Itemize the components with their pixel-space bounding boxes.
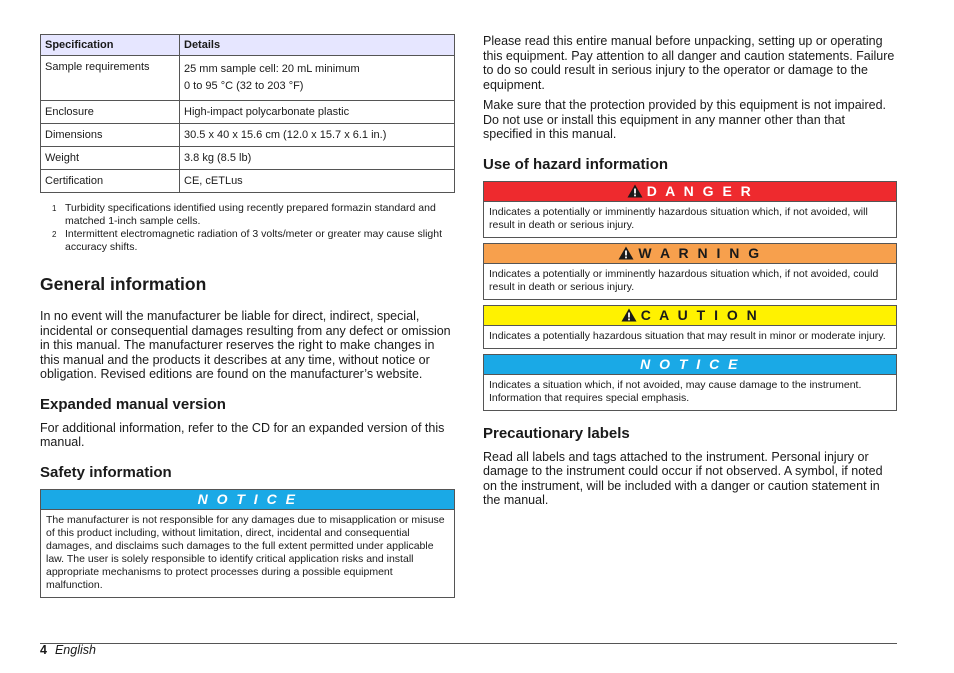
warning-header xyxy=(484,244,896,264)
warning-label: W A R N I N G xyxy=(638,244,762,261)
footer-divider xyxy=(40,643,897,644)
table-header-row xyxy=(41,35,455,56)
expanded-manual-text: For additional information, refer to the CD for an expanded version of this manual. xyxy=(40,420,445,449)
warning-triangle-icon xyxy=(621,308,637,322)
table-row xyxy=(41,124,455,147)
column-header-details: Details xyxy=(180,35,455,56)
danger-text: Indicates a potentially or imminently hazardous situation which, if not avoided, will result in death or serious injury. xyxy=(489,205,868,231)
precautionary-labels-heading: Precautionary labels xyxy=(483,424,630,442)
footer-language: English xyxy=(54,643,96,657)
spec-cell: Sample requirements xyxy=(41,56,180,101)
warning-box xyxy=(483,243,897,300)
details-line: 0 to 95 °C (32 to 203 °F) xyxy=(184,80,304,92)
spec-cell: Enclosure xyxy=(41,101,180,124)
spec-cell: Weight xyxy=(41,147,180,170)
general-information-heading: General information xyxy=(40,274,207,294)
notice-box xyxy=(483,354,897,411)
notice-header: N O T I C E xyxy=(484,355,896,375)
footnote xyxy=(40,202,455,228)
details-cell: 30.5 x 40 x 15.6 cm (12.0 x 15.7 x 6.1 in.) xyxy=(180,124,455,147)
footnote xyxy=(40,228,455,254)
left-column xyxy=(40,34,455,603)
precautionary-labels-text: Read all labels and tags attached to the instrument. Personal injury or damage to the instrument could occur if not observed. A symbol, if noted on the instrument, will be included with a danger or caution statement in the manual. xyxy=(483,449,883,507)
footnote-number: 1 xyxy=(52,204,57,213)
details-cell: CE, cETLus xyxy=(180,170,455,193)
warning-text: Indicates a potentially or imminently hazardous situation which, if not avoided, could result in death or serious injury. xyxy=(489,267,879,293)
expanded-manual-heading: Expanded manual version xyxy=(40,395,226,413)
footnote-text: Intermittent electromagnetic radiation of 3 volts/meter or greater may cause slight accuracy shifts. xyxy=(65,228,443,253)
spec-cell: Certification xyxy=(41,170,180,193)
safety-notice-box xyxy=(40,489,455,598)
details-cell: High-impact polycarbonate plastic xyxy=(180,101,455,124)
intro-paragraph-1: Please read this entire manual before unpacking, setting up or operating this equipment. Pay attention to all danger and caution statements. Failure to do so could result in serious injury to the operator or damage to the equipment. xyxy=(483,34,895,92)
footnote-number: 2 xyxy=(52,230,57,239)
danger-header xyxy=(484,182,896,202)
spec-cell: Dimensions xyxy=(41,124,180,147)
column-header-specification: Specification xyxy=(41,35,180,56)
notice-text: Indicates a situation which, if not avoided, may cause damage to the instrument. Information that requires special emphasis. xyxy=(489,378,862,404)
warning-triangle-icon xyxy=(618,246,634,260)
general-information-text: In no event will the manufacturer be liable for direct, indirect, special, incidental or consequential damages resulting from any defect or omission in this manual. The manufacturer reserves the right to make changes in this manual and the products it describes at any time, without notice or obligation. Revised editions are found on the manufacturer’s website. xyxy=(40,309,451,381)
caution-header xyxy=(484,306,896,326)
caution-text: Indicates a potentially hazardous situation that may result in minor or moderate injury. xyxy=(489,329,886,342)
table-row xyxy=(41,147,455,170)
right-column xyxy=(483,34,897,514)
footnote-text: Turbidity specifications identified using recently prepared formazin standard and matched 1-inch sample cells. xyxy=(65,202,436,227)
table-row xyxy=(41,101,455,124)
safety-information-heading: Safety information xyxy=(40,463,172,481)
footnotes xyxy=(40,202,455,254)
caution-label: C A U T I O N xyxy=(640,306,760,323)
intro-paragraph-2: Make sure that the protection provided by this equipment is not impaired. Do not use or install this equipment in any manner other than that specified in this manual. xyxy=(483,98,886,141)
details-cell xyxy=(180,56,455,101)
table-row xyxy=(41,56,455,101)
details-line: 25 mm sample cell: 20 mL minimum xyxy=(184,63,360,75)
notice-header: N O T I C E xyxy=(41,490,454,510)
notice-text: The manufacturer is not responsible for any damages due to misapplication or misuse of this product including, without limitation, direct, incidental and consequential damages, and disclaims such damages to the full extent permitted under applicable law. The user is solely responsible to identify critical application risks and install appropriate mechanisms to protect processes during a possible equipment malfunction. xyxy=(46,513,445,591)
page-footer xyxy=(40,643,96,657)
warning-triangle-icon xyxy=(627,184,643,198)
hazard-information-heading: Use of hazard information xyxy=(483,155,669,173)
page-number: 4 xyxy=(40,643,47,657)
caution-box xyxy=(483,305,897,349)
details-cell: 3.8 kg (8.5 lb) xyxy=(180,147,455,170)
danger-box xyxy=(483,181,897,238)
danger-label: D A N G E R xyxy=(646,182,754,199)
specifications-table xyxy=(40,34,455,193)
table-row xyxy=(41,170,455,193)
